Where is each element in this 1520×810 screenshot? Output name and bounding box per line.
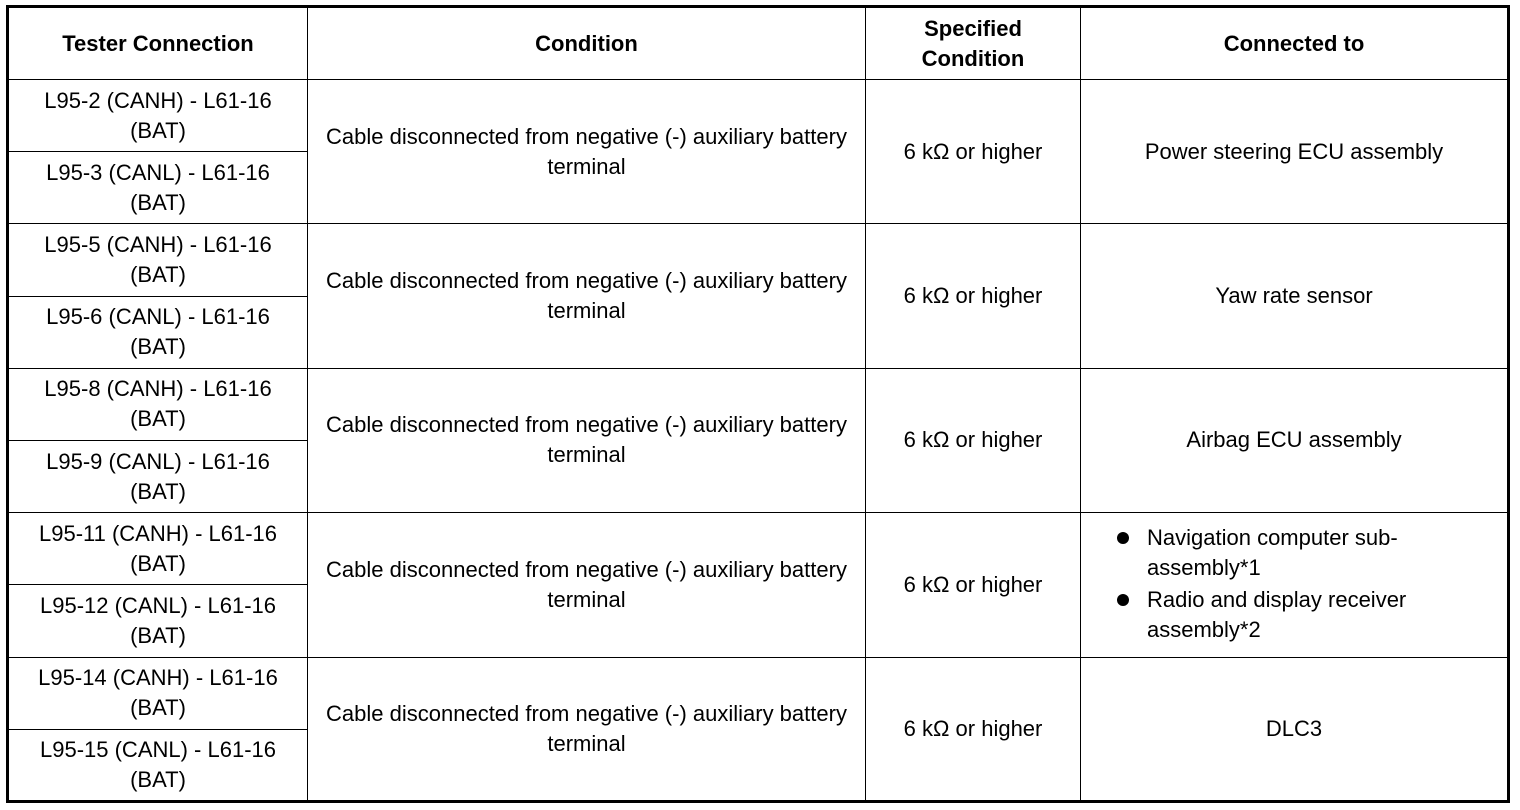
table-row — [8, 368, 1509, 440]
specified-condition-cell: 6 kΩ or higher — [866, 224, 1081, 368]
header-connected-to: Connected to — [1081, 7, 1509, 80]
connected-to-list — [1091, 523, 1497, 645]
list-item — [1117, 523, 1497, 583]
tester-connection-cell: L95-12 (CANL) - L61-16 (BAT) — [8, 585, 308, 657]
specified-condition-cell: 6 kΩ or higher — [866, 657, 1081, 802]
connected-to-cell: Airbag ECU assembly — [1081, 368, 1509, 512]
list-item-label: Navigation computer sub-assembly*1 — [1147, 524, 1398, 580]
header-condition: Condition — [308, 7, 866, 80]
table-row — [8, 80, 1509, 152]
table-row — [8, 657, 1509, 729]
tester-connection-cell: L95-9 (CANL) - L61-16 (BAT) — [8, 440, 308, 512]
specified-condition-cell: 6 kΩ or higher — [866, 80, 1081, 224]
tester-connection-cell: L95-2 (CANH) - L61-16 (BAT) — [8, 80, 308, 152]
condition-cell: Cable disconnected from negative (-) auxiliary battery terminal — [308, 80, 866, 224]
condition-cell: Cable disconnected from negative (-) auxiliary battery terminal — [308, 224, 866, 368]
tester-connection-cell: L95-15 (CANL) - L61-16 (BAT) — [8, 729, 308, 801]
specified-condition-cell: 6 kΩ or higher — [866, 368, 1081, 512]
tester-connection-cell: L95-5 (CANH) - L61-16 (BAT) — [8, 224, 308, 296]
tester-connection-spec-table — [6, 5, 1510, 803]
condition-cell: Cable disconnected from negative (-) auxiliary battery terminal — [308, 657, 866, 802]
connected-to-cell — [1081, 513, 1509, 657]
tester-connection-cell: L95-8 (CANH) - L61-16 (BAT) — [8, 368, 308, 440]
table-header-row — [8, 7, 1509, 80]
filled-circle-bullet-icon — [1117, 594, 1129, 606]
condition-cell: Cable disconnected from negative (-) auxiliary battery terminal — [308, 513, 866, 657]
table-row — [8, 224, 1509, 296]
header-specified-condition: Specified Condition — [866, 7, 1081, 80]
condition-cell: Cable disconnected from negative (-) auxiliary battery terminal — [308, 368, 866, 512]
table-row — [8, 513, 1509, 585]
header-tester-connection: Tester Connection — [8, 7, 308, 80]
tester-connection-cell: L95-14 (CANH) - L61-16 (BAT) — [8, 657, 308, 729]
connected-to-cell: Yaw rate sensor — [1081, 224, 1509, 368]
list-item-label: Radio and display receiver assembly*2 — [1147, 586, 1407, 642]
tester-connection-cell: L95-6 (CANL) - L61-16 (BAT) — [8, 296, 308, 368]
filled-circle-bullet-icon — [1117, 532, 1129, 544]
list-item — [1117, 585, 1497, 645]
tester-connection-cell: L95-11 (CANH) - L61-16 (BAT) — [8, 513, 308, 585]
tester-connection-cell: L95-3 (CANL) - L61-16 (BAT) — [8, 152, 308, 224]
specified-condition-cell: 6 kΩ or higher — [866, 513, 1081, 657]
connected-to-cell: DLC3 — [1081, 657, 1509, 802]
connected-to-cell: Power steering ECU assembly — [1081, 80, 1509, 224]
